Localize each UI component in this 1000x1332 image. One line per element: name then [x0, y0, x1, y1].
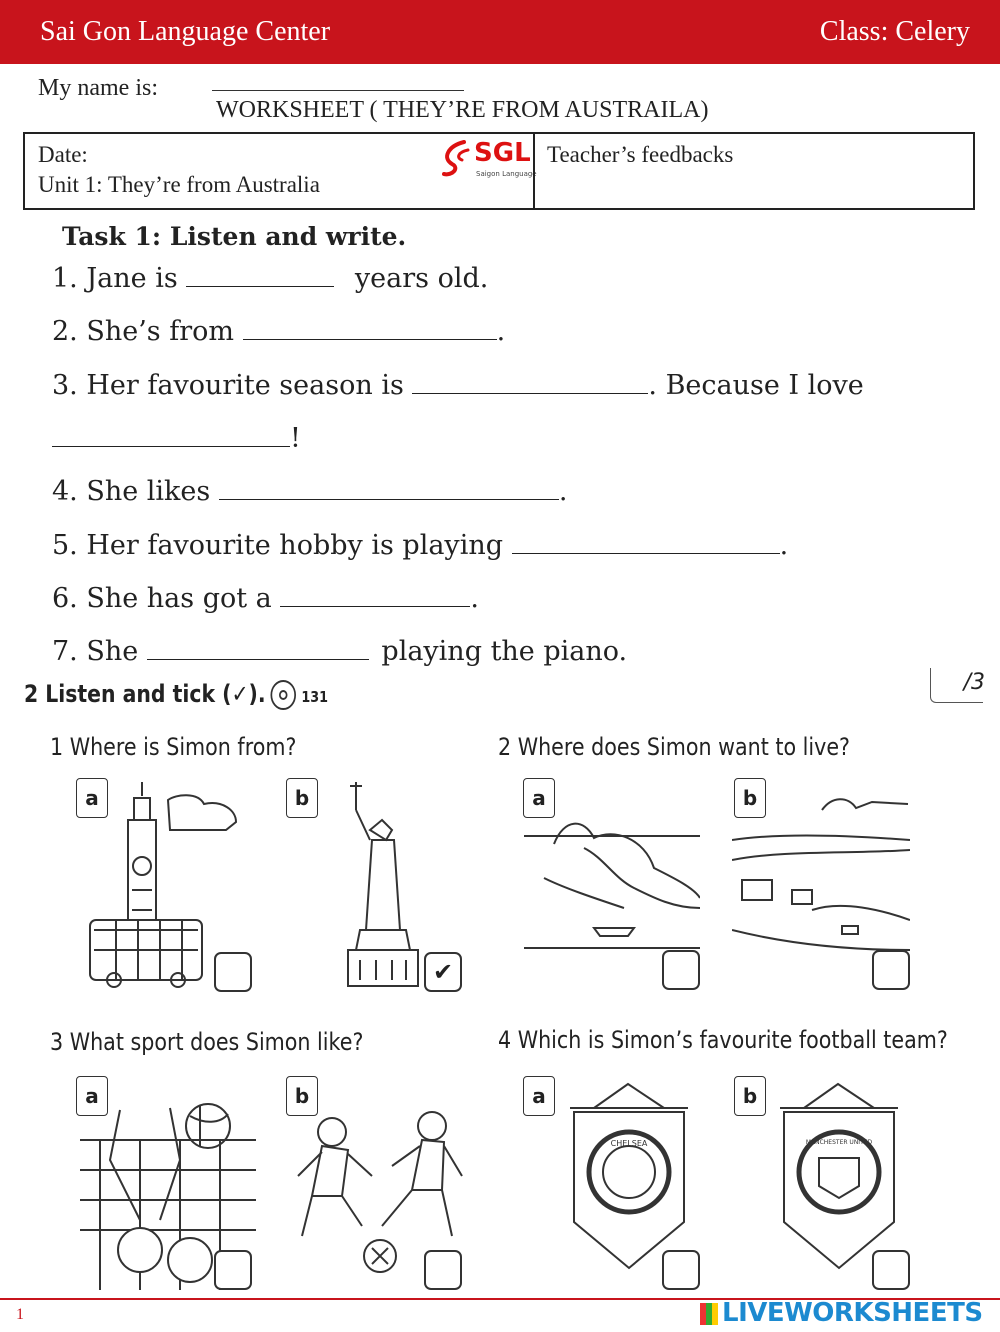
question-2 [52, 316, 505, 347]
q2-text-b: . [496, 316, 506, 347]
statue-of-liberty-illustration [336, 780, 426, 990]
q7-text-b: playing the piano. [381, 636, 628, 667]
q1-option-a-checkbox[interactable] [214, 952, 252, 992]
date-label: Date: [38, 142, 88, 167]
q5-text-a: 5. Her favourite hobby is playing [52, 530, 503, 561]
liveworksheets-watermark [700, 1298, 983, 1328]
q4-option-a-checkbox[interactable] [662, 1250, 700, 1290]
q3-blank-2[interactable] [52, 445, 290, 447]
q2-blank[interactable] [243, 338, 497, 340]
sgl-logo [438, 138, 537, 182]
task2-title [24, 680, 328, 710]
chelsea-pennant-illustration [564, 1082, 694, 1272]
question-3-cont [52, 423, 301, 454]
watermark-text: LIVEWORKSHEETS [722, 1298, 983, 1328]
score-box [930, 668, 983, 703]
q3-option-a-label: a [76, 1076, 108, 1116]
task2-q4: 4 Which is Simon’s favourite football team? [498, 1026, 948, 1054]
manchester-united-pennant-illustration [774, 1082, 904, 1272]
q1-option-a-label: a [76, 778, 108, 818]
question-7 [52, 636, 627, 667]
q3-text-c: ! [290, 423, 301, 454]
q3-option-a-checkbox[interactable] [214, 1250, 252, 1290]
q1-text-b: years old. [354, 263, 489, 294]
logo-subtext: Saigon Language [476, 170, 537, 178]
name-label: My name is: [38, 75, 158, 101]
q3-text-b: . Because I love [648, 370, 864, 401]
q3-option-b-label: b [286, 1076, 318, 1116]
q7-text-a: 7. She [52, 636, 139, 667]
question-5 [52, 530, 788, 561]
q3-blank-1[interactable] [412, 392, 648, 394]
rocky-coast-illustration [524, 808, 700, 958]
question-3 [52, 370, 864, 401]
countryside-illustration [732, 790, 910, 970]
liveworksheets-logo-icon [700, 1303, 718, 1325]
question-6 [52, 583, 479, 614]
q4-text-b: . [558, 476, 568, 507]
q6-text-b: . [470, 583, 479, 614]
q6-blank[interactable] [280, 605, 470, 607]
q5-blank[interactable] [512, 552, 780, 554]
q4-blank[interactable] [219, 498, 559, 500]
q1-text-a: 1. Jane is [52, 263, 178, 294]
q3-option-b-checkbox[interactable] [424, 1250, 462, 1290]
center-name: Sai Gon Language Center [40, 16, 331, 47]
q4-option-b-label: b [734, 1076, 766, 1116]
q5-text-b: . [779, 530, 789, 561]
q4-option-b-checkbox[interactable] [872, 1250, 910, 1290]
task2-q2: 2 Where does Simon want to live? [498, 733, 851, 761]
chelsea-badge-text: CHELSEA [610, 1139, 648, 1148]
unit-label: Unit 1: They’re from Australia [38, 172, 320, 197]
q1-blank[interactable] [186, 285, 334, 287]
manutd-badge-text: MANCHESTER UNITED [805, 1139, 873, 1146]
task2-q1: 1 Where is Simon from? [50, 733, 297, 761]
track-number: 131 [301, 688, 328, 706]
question-4 [52, 476, 567, 507]
q2-text-a: 2. She’s from [52, 316, 234, 347]
q6-text-a: 6. She has got a [52, 583, 272, 614]
task2-title-text: 2 Listen and tick (✓). [24, 680, 266, 708]
class-label: Class: Celery [819, 16, 970, 47]
q3-text-a: 3. Her favourite season is [52, 370, 404, 401]
info-divider [533, 134, 535, 208]
task2-q3: 3 What sport does Simon like? [50, 1028, 364, 1056]
q2-option-b-label: b [734, 778, 766, 818]
page-header [0, 0, 1000, 64]
name-input-line[interactable] [212, 90, 464, 91]
q7-blank[interactable] [147, 658, 369, 660]
worksheet-title: WORKSHEET ( THEY’RE FROM AUSTRAILA) [216, 97, 709, 123]
sgl-swirl-icon [438, 138, 474, 178]
q4-option-a-label: a [523, 1076, 555, 1116]
question-1 [52, 263, 488, 294]
q1-option-b-checkbox[interactable]: ✔ [424, 952, 462, 992]
task1-title: Task 1: Listen and write. [62, 222, 407, 251]
cd-icon [271, 680, 297, 710]
q1-option-b-label: b [286, 778, 318, 818]
page-number: 1 [16, 1306, 24, 1323]
q2-option-a-checkbox[interactable] [662, 950, 700, 990]
score-text: /3 [963, 670, 985, 695]
q4-text-a: 4. She likes [52, 476, 211, 507]
feedback-label: Teacher’s feedbacks [547, 142, 734, 167]
q2-option-b-checkbox[interactable] [872, 950, 910, 990]
q2-option-a-label: a [523, 778, 555, 818]
info-box [23, 132, 975, 210]
logo-text: SGL [474, 138, 531, 168]
